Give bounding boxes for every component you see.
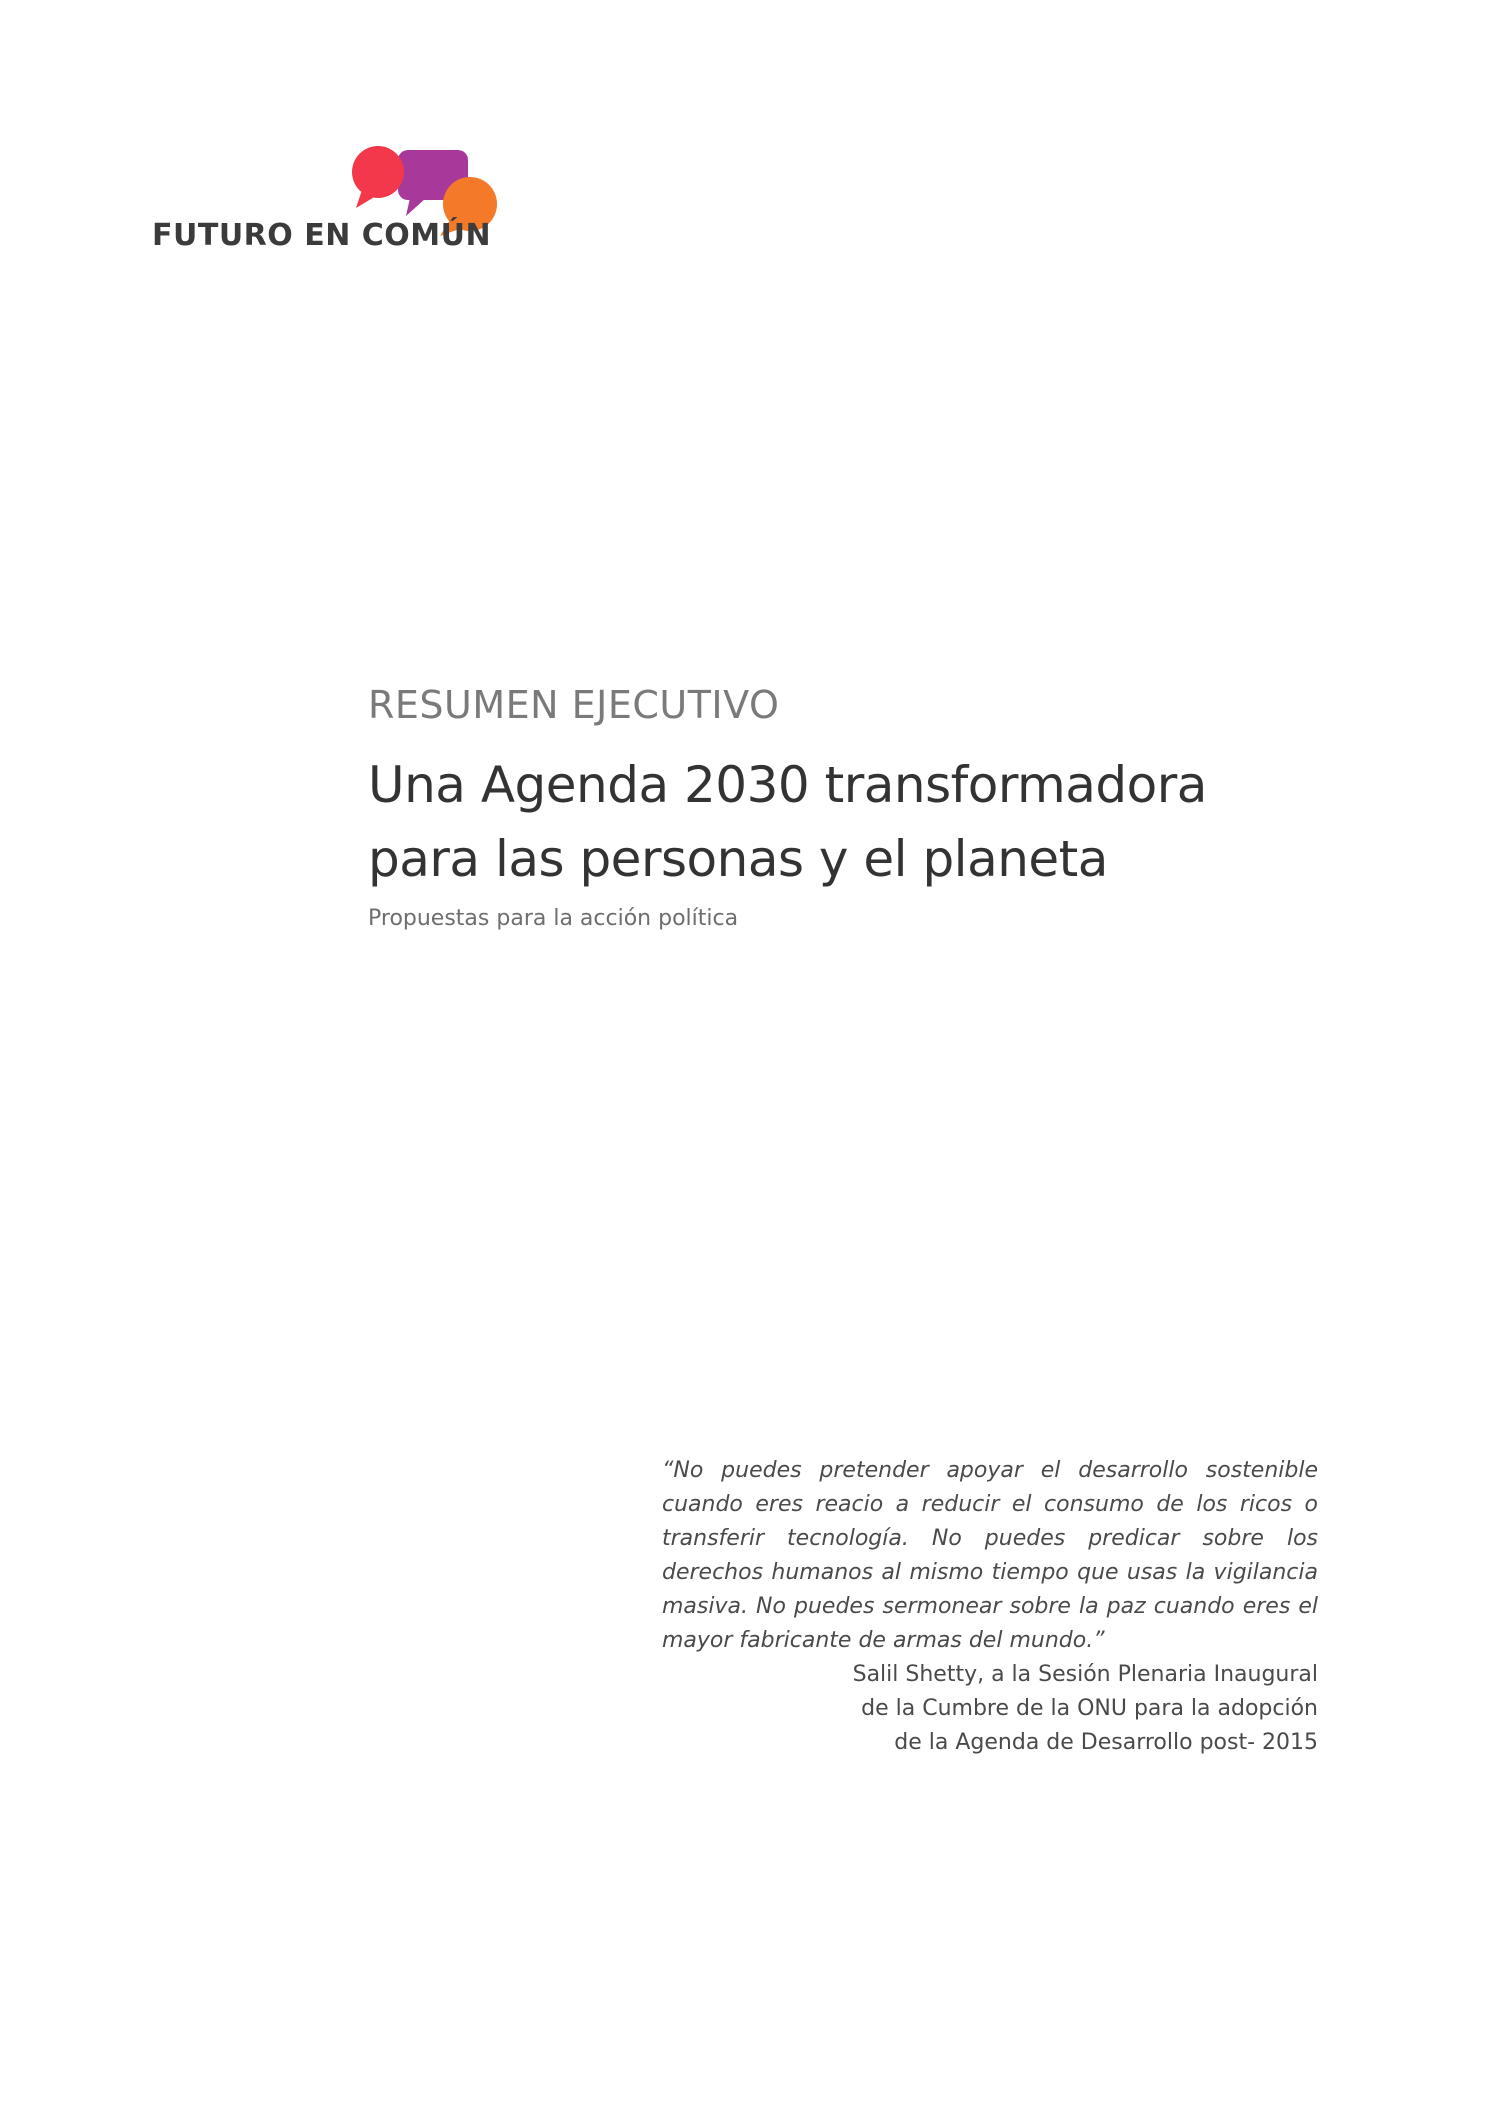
document-title	[368, 748, 1268, 896]
attribution-line: de la Agenda de Desarrollo post- 2015	[894, 1730, 1318, 1755]
quote-block	[662, 1454, 1318, 1760]
document-subtitle: Propuestas para la acción política	[368, 906, 739, 931]
title-line: para las personas y el planeta	[368, 830, 1108, 888]
title-block	[368, 680, 1268, 934]
attribution-line: Salil Shetty, a la Sesión Plenaria Inaugural	[852, 1662, 1318, 1687]
attribution-line: de la Cumbre de la ONU para la adopción	[861, 1696, 1318, 1721]
logo-text: FUTURO EN COMÚN	[152, 218, 492, 253]
title-line: Una Agenda 2030 transformadora	[368, 756, 1207, 814]
section-kicker: RESUMEN EJECUTIVO	[368, 683, 780, 727]
futuro-en-comun-logo	[150, 138, 510, 258]
quote-text: “No puedes pretender apoyar el desarrollo sostenible cuando eres reacio a reducir el consumo de los ricos o transferir tecnología. No puedes predicar sobre los derechos humanos al mismo tiempo que usas la vigilancia masiva. No puedes sermonear sobre la paz cuando eres el mayor fabricante de armas del mundo.”	[662, 1458, 1318, 1653]
quote-attribution	[662, 1658, 1318, 1760]
